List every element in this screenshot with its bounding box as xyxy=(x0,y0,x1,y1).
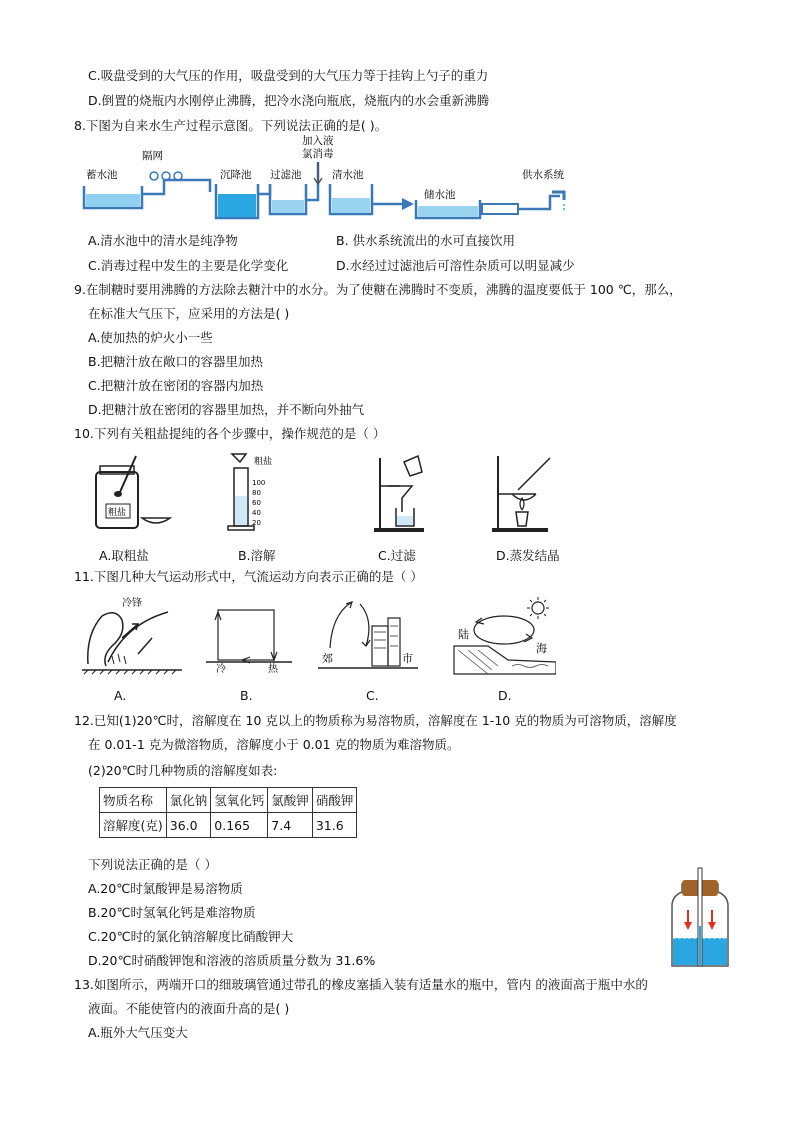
table-cell: 31.6 xyxy=(312,813,357,838)
intake-pipe xyxy=(142,180,178,194)
label-chlorine: 氯消毒 xyxy=(302,148,334,160)
cylinder-label: 粗盐 xyxy=(254,457,273,467)
suburb-label: 郊 xyxy=(322,652,333,665)
table-header-cell: 物质名称 xyxy=(100,788,167,813)
svg-text:20: 20 xyxy=(252,519,261,527)
sun-icon xyxy=(532,602,544,614)
solubility-table xyxy=(99,787,357,838)
q9-option-a: A.使加热的炉火小一些 xyxy=(88,330,213,345)
sea-label: 海 xyxy=(536,642,547,655)
q8-option-c: C.消毒过程中发生的主要是化学变化 xyxy=(88,258,289,273)
label-screen: 隔网 xyxy=(142,150,163,162)
label-storage: 储水池 xyxy=(424,189,456,201)
q9-option-d: D.把糖汁放在密闭的容器里加热，并不断向外抽气 xyxy=(88,402,365,417)
q11-caption-a: A. xyxy=(114,688,127,703)
q10-caption-d: D.蒸发结晶 xyxy=(496,548,560,563)
salt-jar xyxy=(96,472,138,528)
front-label: 冷锋 xyxy=(122,598,142,609)
cloud-icon xyxy=(88,613,123,666)
q12-stem-line2: 在 0.01-1 克为微溶物质，溶解度小于 0.01 克的物质为难溶物质。 xyxy=(88,737,460,752)
q11-caption-d: D. xyxy=(498,688,512,703)
evaporate-figure xyxy=(488,452,558,534)
q9-option-b: B.把糖汁放在敞口的容器里加热 xyxy=(88,354,264,369)
bottle-tube-figure xyxy=(668,866,732,972)
q13-stem-line2: 液面。不能使管内的液面升高的是( ) xyxy=(88,1001,290,1016)
label-clear: 清水池 xyxy=(332,169,364,181)
q10-caption-b: B.溶解 xyxy=(238,548,276,563)
cold-label: 冷 xyxy=(216,664,226,675)
q9-stem-line1: 9.在制糖时要用沸腾的方法除去糖汁中的水分。为了使糖在沸腾时不变质，沸腾的温度要低于 100 ℃，那么， xyxy=(74,282,682,297)
filter-funnel xyxy=(388,486,412,512)
supply-pipe xyxy=(518,196,560,209)
dissolve-figure xyxy=(222,452,282,534)
q12-option-c: C.20℃时的氯化钠溶解度比硝酸钾大 xyxy=(88,929,294,944)
label-filter: 过滤池 xyxy=(270,169,302,181)
urban-heat-island-figure xyxy=(318,596,418,676)
city-label: 市 xyxy=(402,652,413,665)
pouring-beaker xyxy=(404,456,422,476)
label-settle: 沉降池 xyxy=(220,169,252,181)
label-add-liquid: 加入液 xyxy=(302,135,334,147)
svg-text:80: 80 xyxy=(252,489,261,497)
q12-option-a: A.20℃时氯酸钾是易溶物质 xyxy=(88,881,243,896)
settling-water xyxy=(218,194,256,217)
table-row xyxy=(100,788,357,813)
q12-option-b: B.20℃时氢氧化钙是难溶物质 xyxy=(88,905,256,920)
alcohol-lamp xyxy=(516,512,528,526)
table-header-cell: 氢氧化钙 xyxy=(211,788,268,813)
table-header-cell: 氯酸钾 xyxy=(268,788,313,813)
svg-text:40: 40 xyxy=(252,509,261,517)
q12-stem-line3: (2)20℃时几种物质的溶解度如表: xyxy=(88,763,278,778)
land-sea-breeze-figure xyxy=(448,596,556,676)
label-reservoir: 蓄水池 xyxy=(86,169,118,181)
thermal-circulation-figure xyxy=(206,600,292,676)
q9-option-c: C.把糖汁放在密闭的容器内加热 xyxy=(88,378,264,393)
table-cell: 36.0 xyxy=(166,813,211,838)
table-header-cell: 硝酸钾 xyxy=(312,788,357,813)
q13-stem-line1: 13.如图所示，两端开口的细玻璃管通过带孔的橡皮塞插入装有适量水的瓶中，管内 的液面高于瓶中水的 xyxy=(74,977,648,992)
q8-option-a: A.清水池中的清水是纯净物 xyxy=(88,233,238,248)
dish-icon xyxy=(142,518,170,523)
table-row-label: 溶解度(克) xyxy=(100,813,167,838)
evaporating-dish xyxy=(512,494,536,500)
svg-text:60: 60 xyxy=(252,499,261,507)
funnel-icon xyxy=(232,454,246,462)
circulation-loop xyxy=(218,610,274,660)
filter-figure xyxy=(370,452,430,534)
table-cell: 7.4 xyxy=(268,813,313,838)
q10-stem: 10.下列有关粗盐提纯的各个步骤中，操作规范的是（ ） xyxy=(74,426,386,441)
q13-option-a: A.瓶外大气压变大 xyxy=(88,1025,188,1040)
water-treatment-diagram xyxy=(80,134,580,226)
q7-option-d: D.倒置的烧瓶内水刚停止沸腾，把冷水浇向瓶底，烧瓶内的水会重新沸腾 xyxy=(88,93,490,108)
q12-option-d: D.20℃时硝酸钾饱和溶液的溶质质量分数为 31.6% xyxy=(88,953,376,968)
q8-option-d: D.水经过过滤池后可溶性杂质可以明显减少 xyxy=(336,258,575,273)
screen-icon xyxy=(150,172,158,180)
q7-option-c: C.吸盘受到的大气压的作用，吸盘受到的大气压力等于挂钩上勺子的重力 xyxy=(88,68,489,83)
q10-caption-a: A.取粗盐 xyxy=(99,548,149,563)
circulation-ellipse xyxy=(474,616,534,644)
q10-caption-c: C.过滤 xyxy=(378,548,416,563)
tube-water xyxy=(699,926,701,966)
q8-option-b: B. 供水系统流出的水可直接饮用 xyxy=(336,233,516,248)
table-row xyxy=(100,813,357,838)
cold-front-figure xyxy=(82,594,182,676)
hot-label: 热 xyxy=(268,664,278,675)
take-salt-figure xyxy=(90,452,180,534)
table-cell: 0.165 xyxy=(211,813,268,838)
pump-box xyxy=(482,204,518,214)
label-supply: 供水系统 xyxy=(522,169,564,181)
reservoir-water xyxy=(86,194,140,207)
jar-label: 粗盐 xyxy=(108,508,127,518)
q9-stem-line2: 在标准大气压下，应采用的方法是( ) xyxy=(88,306,290,321)
svg-text:100: 100 xyxy=(252,479,266,487)
land-label: 陆 xyxy=(458,628,469,641)
q11-stem: 11.下图几种大气运动形式中，气流运动方向表示正确的是（ ） xyxy=(74,569,423,584)
table-header-cell: 氯化钠 xyxy=(166,788,211,813)
q12-prompt: 下列说法正确的是（ ） xyxy=(88,857,217,872)
q11-caption-c: C. xyxy=(366,688,379,703)
q11-caption-b: B. xyxy=(240,688,253,703)
q12-stem-line1: 12.已知(1)20℃时，溶解度在 10 克以上的物质称为易溶物质，溶解度在 1-10 克的物质为可溶物质，溶解度 xyxy=(74,713,677,728)
q8-stem: 8.下图为自来水生产过程示意图。下列说法正确的是( )。 xyxy=(74,118,388,133)
glass-rod xyxy=(518,458,550,490)
